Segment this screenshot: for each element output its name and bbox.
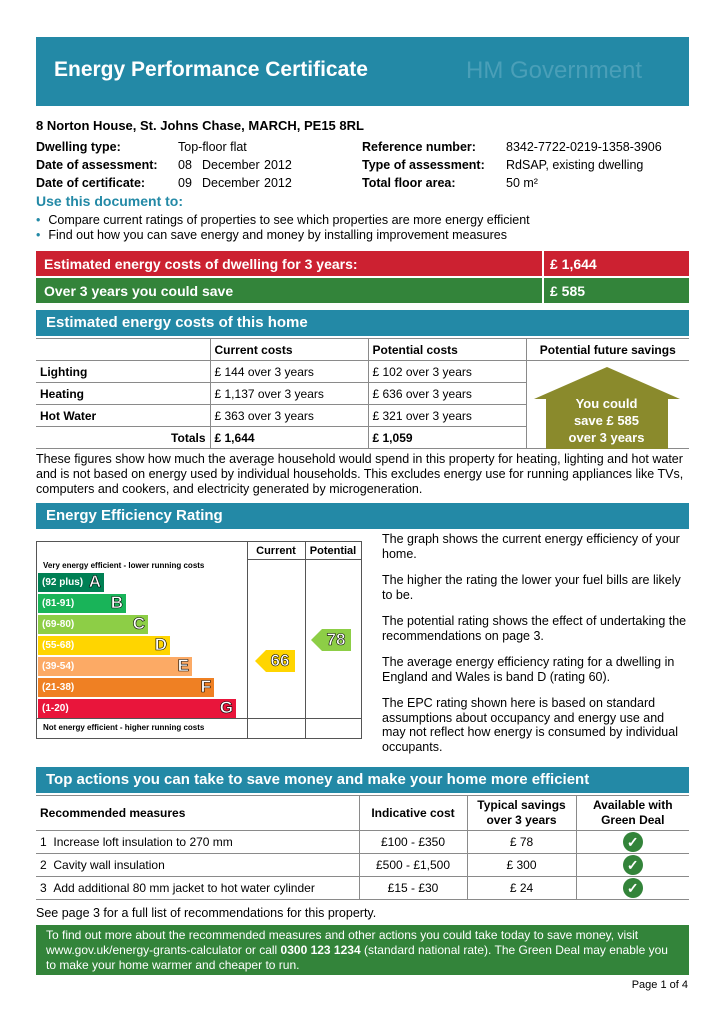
potential-costs-header: Potential costs [368,339,526,361]
reference-value: 8342-7722-0219-1358-3906 [506,140,662,154]
eer-paragraph: The EPC rating shown here is based on standard assumptions about occupancy and energy use and may not reflect how energy is consumed by individual occupants. [382,696,678,754]
estimated-costs-table [36,338,689,449]
measure-text: Add additional 80 mm jacket to hot water cylinder [53,881,315,895]
footer-text: To find out more about the recommended measures and other actions you could take today to save money, visit www.gov.uk/energy-grants-calculator or call [46,928,639,957]
green-deal-header-line: Available with [592,798,673,812]
footer-info-box [36,925,689,975]
eer-bottom-note: Not energy efficient - higher running costs [43,723,205,732]
use-document-bullet-1 [36,213,530,227]
date-certificate-day: 09 [178,176,192,190]
eer-potential-header: Potential [309,545,357,557]
current-rating-marker [255,650,295,672]
house-line: You could [575,396,638,411]
date-assessment-label: Date of assessment: [36,158,158,172]
cost-row-current: £ 144 over 3 years [210,361,368,383]
see-page-note: See page 3 for a full list of recommendations for this property. [36,906,377,920]
rating-band-d [38,636,170,655]
house-line: over 3 years [568,430,645,445]
band-letter: G [219,698,233,717]
check-icon: ✓ [623,832,643,852]
green-deal-header-line: Green Deal [601,813,665,827]
measure-cell [36,831,359,854]
chart-divider [247,542,248,738]
band-letter: E [177,656,189,675]
reference-label: Reference number: [362,140,476,154]
totals-potential: £ 1,059 [368,427,526,449]
band-letter: C [132,614,145,633]
measure-cell [36,854,359,877]
page-number: Page 1 of 4 [631,979,688,991]
savings-house-cell [526,361,689,449]
cost-row-name: Lighting [36,361,210,383]
cost-header: Indicative cost [359,796,467,831]
chart-footer-line [37,718,361,719]
cost-row-name: Heating [36,383,210,405]
eer-paragraph: The potential rating shows the effect of undertaking the recommendations on page 3. [382,614,687,643]
measure-text: Increase loft insulation to 270 mm [53,835,233,849]
floor-area-label: Total floor area: [362,176,456,190]
dwelling-type-value: Top-floor flat [178,140,247,154]
table-row [36,877,689,900]
eer-paragraph: The graph shows the current energy efficiency of your home. [382,532,680,561]
measures-header: Recommended measures [36,796,359,831]
chart-header-line [247,559,361,560]
rating-band-f [38,678,214,697]
band-range: (81-91) [42,598,75,609]
savings-header-line: Typical savings [477,798,566,812]
green-deal-header [576,796,689,831]
estimated-costs-heading-bar [36,310,689,336]
type-assessment-label: Type of assessment: [362,158,485,172]
table-row [36,854,689,877]
rating-band-b [38,594,126,613]
banner-divider [542,251,544,276]
measure-number: 2 [40,858,47,872]
property-address: 8 Norton House, St. Johns Chase, MARCH, PE15 8RL [36,118,364,133]
estimated-costs-value: £ 1,644 [550,256,597,272]
check-icon: ✓ [623,878,643,898]
estimated-costs-label: Estimated energy costs of dwelling for 3 years: [44,256,358,272]
date-assessment-year: 2012 [264,158,292,172]
measure-number: 1 [40,835,47,849]
header-bar [36,37,689,106]
measure-cost: £15 - £30 [359,877,467,900]
date-assessment-month: December [202,158,260,172]
floor-area-value: 50 m² [506,176,538,190]
certificate-info-right [362,138,662,192]
savings-header [467,796,576,831]
measure-saving: £ 24 [467,877,576,900]
footer-phone: 0300 123 1234 [280,943,361,957]
hm-government-logo: HM Government [466,57,643,84]
save-banner [36,278,689,303]
use-document-bullet-2 [36,228,507,242]
green-deal-cell [576,854,689,877]
measure-saving: £ 300 [467,854,576,877]
cost-row-potential: £ 636 over 3 years [368,383,526,405]
measure-cost: £100 - £350 [359,831,467,854]
measure-number: 3 [40,881,47,895]
rating-value: 78 [326,630,346,649]
estimated-costs-banner [36,251,689,276]
type-assessment-value: RdSAP, existing dwelling [506,158,644,172]
potential-rating-marker [311,629,351,651]
potential-savings-header: Potential future savings [526,339,689,361]
band-letter: F [200,677,211,696]
green-deal-cell [576,877,689,900]
actions-table [36,795,689,900]
bullet-text: Compare current ratings of properties to see which properties are more energy efficient [48,213,530,227]
cost-row-name: Hot Water [36,405,210,427]
dwelling-type-label: Dwelling type: [36,140,121,154]
use-document-heading: Use this document to: [36,193,184,209]
rating-band-c [38,615,148,634]
cost-row-potential: £ 102 over 3 years [368,361,526,383]
house-line: save £ 585 [573,413,640,428]
savings-header-line: over 3 years [486,813,557,827]
eer-current-header: Current [256,545,296,557]
certificate-info-left [36,138,292,192]
eer-heading-bar [36,503,689,529]
totals-label: Totals [36,427,210,449]
eer-paragraph: The average energy efficiency rating for a dwelling in England and Wales is band D (rating 60). [382,655,675,684]
table-row [36,831,689,854]
measure-cell [36,877,359,900]
measure-cost: £500 - £1,500 [359,854,467,877]
chart-divider [305,542,306,738]
save-label: Over 3 years you could save [44,283,234,299]
blank-header [36,339,210,361]
date-certificate-month: December [202,176,260,190]
eer-explanation [382,532,689,754]
rating-band-e [38,657,192,676]
footer-text: (standard national rate). The Green Deal may enable you to make your home warmer and cheaper to run. [46,943,668,972]
measure-text: Cavity wall insulation [53,858,165,872]
measure-saving: £ 78 [467,831,576,854]
date-certificate-label: Date of certificate: [36,176,146,190]
cost-row-potential: £ 321 over 3 years [368,405,526,427]
date-certificate-year: 2012 [264,176,292,190]
current-costs-header: Current costs [210,339,368,361]
bullet-icon: • [36,228,41,242]
costs-note: These figures show how much the average household would spend in this property for heating, lighting and hot water and is not based on energy used by individual households. This excludes energy use for running appliances like TVs, computers and cookers, and electricity generated by microgeneration. [36,452,684,496]
check-icon: ✓ [623,855,643,875]
band-range: (92 plus) [42,577,84,588]
savings-house-text [532,395,682,446]
band-range: (1-20) [42,703,69,714]
rating-value: 66 [270,651,290,670]
eer-paragraph: The higher the rating the lower your fuel bills are likely to be. [382,573,681,602]
page-title: Energy Performance Certificate [54,58,368,81]
rating-band-g [38,699,236,718]
cost-row-current: £ 1,137 over 3 years [210,383,368,405]
actions-heading-bar [36,767,689,793]
rating-band-a [38,573,104,592]
eer-top-note: Very energy efficient - lower running costs [43,561,205,570]
bullet-text: Find out how you can save energy and money by installing improvement measures [48,228,507,242]
totals-current: £ 1,644 [210,427,368,449]
date-assessment-day: 08 [178,158,192,172]
banner-divider [542,278,544,303]
cost-row-current: £ 363 over 3 years [210,405,368,427]
save-value: £ 585 [550,283,586,299]
band-range: (39-54) [42,661,75,672]
green-deal-cell [576,831,689,854]
eer-heading: Energy Efficiency Rating [46,507,223,524]
actions-heading: Top actions you can take to save money and make your home more efficient [46,771,590,788]
band-range: (55-68) [42,640,75,651]
band-range: (69-80) [42,619,75,630]
estimated-costs-heading: Estimated energy costs of this home [46,314,308,331]
band-letter: B [110,593,123,612]
band-letter: A [88,572,101,591]
bullet-icon: • [36,213,41,227]
band-letter: D [154,635,167,654]
band-range: (21-38) [42,682,75,693]
